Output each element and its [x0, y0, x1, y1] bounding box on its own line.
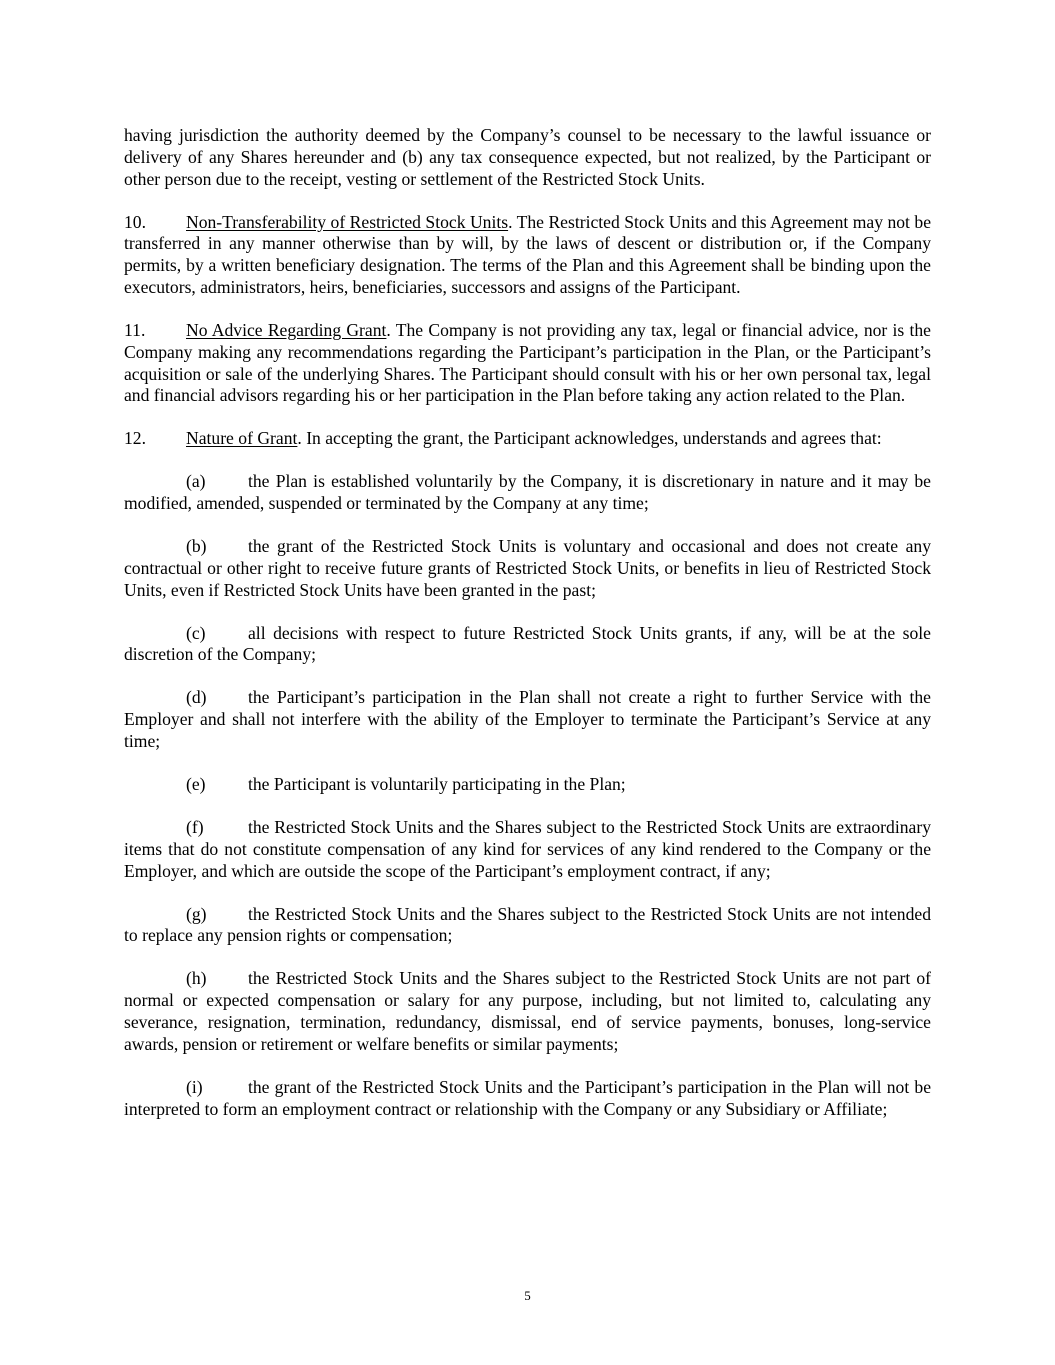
list-item-h [124, 968, 931, 1055]
item-label: (c) [186, 622, 206, 643]
paragraph-continuation: having jurisdiction the authority deemed by the Company’s counsel to be necessary to the lawful issuance or delivery of any Shares hereunder and (b) any tax consequence expected, but not realized, by the Participant or other person due to the receipt, vesting or settlement of the Restricted Stock Units. [124, 125, 931, 189]
item-text: the Participant is voluntarily participating in the Plan; [248, 774, 626, 795]
section-body: . The Company is not providing any tax, legal or financial advice, nor is the Company making any recommendations regarding the Participant’s participation in the Plan, or the Participant’s acquisition or sale of the underlying Shares. The Participant should consult with his or her own personal tax, legal and financial advisors regarding his or her participation in the Plan before taking any action related to the Plan. [124, 319, 931, 406]
list-item-d [124, 687, 931, 752]
document-page [124, 125, 931, 1142]
item-label: (i) [186, 1076, 203, 1097]
section-heading: Nature of Grant [186, 428, 298, 449]
item-label: (e) [186, 774, 206, 795]
section-number: 10. [124, 211, 146, 232]
item-label: (d) [186, 687, 207, 708]
item-label: (f) [186, 817, 204, 838]
item-text: the Plan is established voluntarily by the Company, it is discretionary in nature and it may be modified, amended, suspended or terminated by the Company at any time; [124, 471, 931, 514]
list-item-c [124, 623, 931, 667]
section-number: 11. [124, 319, 146, 340]
section-11 [124, 320, 931, 407]
item-text: all decisions with respect to future Restricted Stock Units grants, if any, will be at the sole discretion of the Company; [124, 622, 931, 665]
list-item-b [124, 536, 931, 601]
section-body: . The Restricted Stock Units and this Agreement may not be transferred in any manner otherwise than by will, by the laws of descent or distribution or, if the Company permits, by a written beneficiary designation. The terms of the Plan and this Agreement shall be binding upon the executors, administrators, heirs, beneficiaries, successors and assigns of the Participant. [124, 211, 931, 297]
list-item-g [124, 904, 931, 948]
item-text: the Restricted Stock Units and the Shares subject to the Restricted Stock Units are not part of normal or expected compensation or salary for any purpose, including, but not limited to, calculating any severance, resignation, termination, redundancy, dismissal, end of service payments, bonuses, long-service awards, pension or retirement or welfare benefits or similar payments; [124, 968, 931, 1054]
item-text: the grant of the Restricted Stock Units and the Participant’s participation in the Plan will not be interpreted to form an employment contract or relationship with the Company or any Subsidiary or Affiliate; [124, 1076, 931, 1119]
item-label: (h) [186, 968, 207, 989]
section-10 [124, 212, 931, 299]
item-label: (b) [186, 536, 207, 557]
section-heading: Non-Transferability of Restricted Stock Units [186, 211, 509, 232]
item-label: (a) [186, 471, 206, 492]
page-number: 5 [524, 1288, 531, 1303]
item-text: the grant of the Restricted Stock Units is voluntary and occasional and does not create any contractual or other right to receive future grants of Restricted Stock Units, or benefits in lieu of Restricted Stock Units, even if Restricted Stock Units have been granted in the past; [124, 536, 931, 600]
item-label: (g) [186, 903, 207, 924]
item-text: the Restricted Stock Units and the Shares subject to the Restricted Stock Units are not intended to replace any pension rights or compensation; [124, 903, 931, 946]
section-heading: No Advice Regarding Grant [186, 319, 387, 340]
item-text: the Restricted Stock Units and the Shares subject to the Restricted Stock Units are extraordinary items that do not constitute compensation of any kind for services of any kind rendered to the Company or the Employer, and which are outside the scope of the Participant’s employment contract, if any; [124, 817, 931, 881]
section-number: 12. [124, 428, 146, 449]
list-item-i [124, 1077, 931, 1121]
list-item-e [124, 774, 931, 796]
item-text: the Participant’s participation in the Plan shall not create a right to further Service with the Employer and shall not interfere with the ability of the Employer to terminate the Participant’s Service at any time; [124, 687, 931, 752]
section-body: . In accepting the grant, the Participant acknowledges, understands and agrees that: [297, 428, 882, 449]
list-item-f [124, 817, 931, 882]
list-item-a [124, 471, 931, 515]
section-12 [124, 428, 931, 450]
